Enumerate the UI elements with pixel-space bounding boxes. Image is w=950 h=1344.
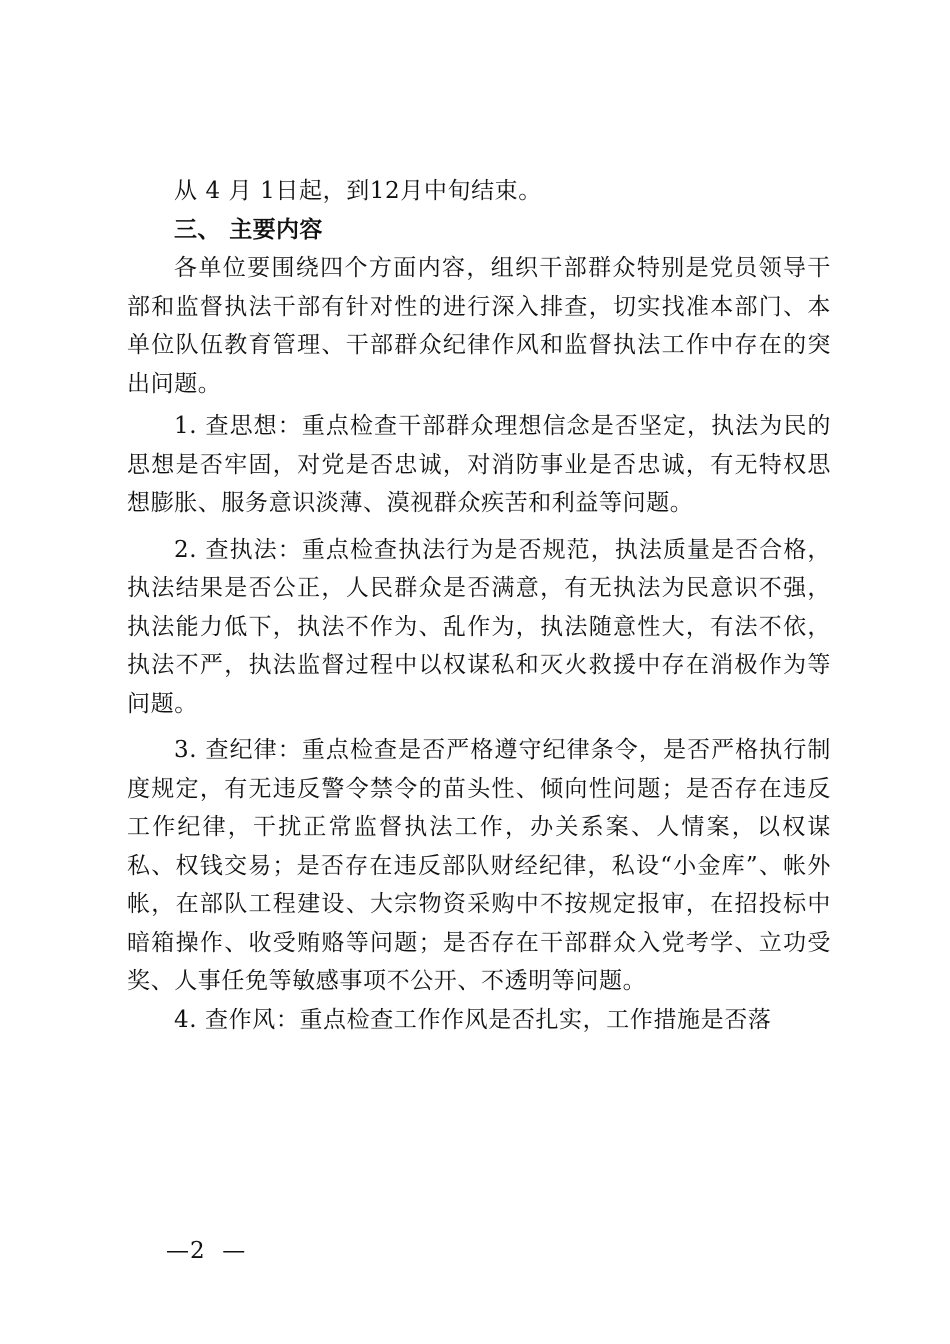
schedule-paragraph: 从 4 月 1日起，到12月中旬结束。 xyxy=(174,178,542,204)
intro-paragraph: 各单位要围绕四个方面内容，组织干部群众特别是党员领导干部和监督执法干部有针对性的进行深入排查，切实找准本部门、本单位队伍教育管理、干部群众纪律作风和监督执法工作中存在的突出问题。 xyxy=(127,255,831,397)
section-heading: 三、 主要内容 xyxy=(174,216,323,243)
item-1-paragraph: 1. 查思想：重点检查干部群众理想信念是否坚定，执法为民的思想是否牢固，对党是否忠诚，对消防事业是否忠诚，有无特权思想膨胀、服务意识淡薄、漠视群众疾苦和利益等问题。 xyxy=(127,413,831,516)
page-number: —2 — xyxy=(166,1238,247,1264)
document-body xyxy=(127,172,831,1039)
item-2-paragraph: 2. 查执法：重点检查执法行为是否规范，执法质量是否合格，执法结果是否公正，人民群众是否满意，有无执法为民意识不强，执法能力低下，执法不作为、乱作为，执法随意性大，有法不依，执法不严，执法监督过程中以权谋私和灭火救援中存在消极作为等问题。 xyxy=(127,536,831,717)
item-4-paragraph: 4. 查作风：重点检查工作作风是否扎实，工作措施是否落 xyxy=(174,1006,772,1033)
item-3-paragraph: 3. 查纪律：重点检查是否严格遵守纪律条令，是否严格执行制度规定，有无违反警令禁令的苗头性、倾向性问题；是否存在违反工作纪律，干扰正常监督执法工作，办关系案、人情案，以权谋私、权钱交易；是否存在违反部队财经纪律，私设“小金库”、帐外帐，在部队工程建设、大宗物资采购中不按规定报审，在招投标中暗箱操作、收受贿赂等问题；是否存在干部群众入党考学、立功受奖、人事任免等敏感事项不公开、不透明等问题。 xyxy=(127,737,831,994)
